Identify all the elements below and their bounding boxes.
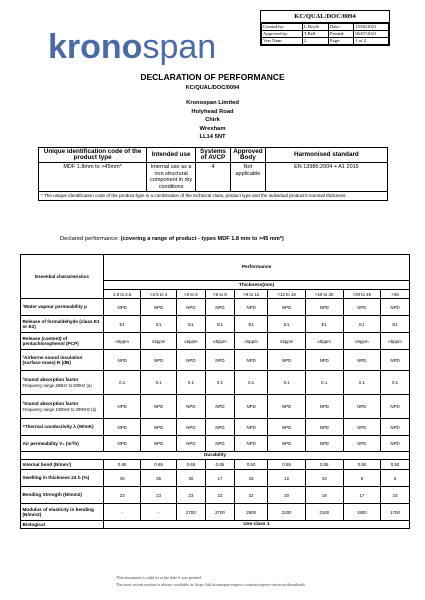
ident-cell: 4 [196, 163, 231, 192]
thickness-range-cell: >45 [381, 290, 410, 299]
performance-value: NPD [234, 419, 267, 436]
durability-value: 1700 [381, 504, 410, 521]
characteristic-row [21, 333, 410, 350]
characteristic-row [21, 436, 410, 452]
durability-label: Internal bond (N/mm²) [21, 460, 104, 470]
thickness-range-cell: >2.5 to 4 [141, 290, 176, 299]
meta-value: 06/07/2021 [354, 31, 389, 38]
performance-value: ≤5ppm [234, 333, 267, 350]
performance-value: ≤5ppm [104, 333, 141, 350]
characteristic-label-sub: Frequency range 250Hz to 500Hz (α) [22, 382, 92, 388]
performance-value: NPD [234, 350, 267, 371]
performance-value: NPD [141, 350, 176, 371]
durability-value: 0.65 [141, 460, 176, 470]
performance-value: NPD [141, 395, 176, 419]
performance-value: NPD [234, 299, 267, 316]
characteristic-label-main: ³Sound absorption factor [22, 401, 79, 407]
durability-label: Swelling in thickness 24 h (%) [21, 470, 104, 487]
performance-value: NPD [268, 419, 306, 436]
thickness-range-cell: >30 to 45 [343, 290, 381, 299]
ident-header: Harmonised standard [265, 148, 387, 163]
performance-value: 0.1 [205, 371, 234, 395]
performance-value: NPD [381, 299, 410, 316]
characteristic-label-sub: Frequency range 1000Hz to 2000Hz (α) [22, 406, 97, 412]
durability-value: 0.65 [176, 460, 205, 470]
characteristic-label-main: ³Sound absorption factor [22, 377, 79, 383]
performance-value: 0.1 [176, 371, 205, 395]
performance-value: ≤5ppm [305, 333, 343, 350]
performance-value: NPD [176, 395, 205, 419]
ident-data-row [39, 163, 388, 192]
ident-footnote-row [39, 192, 388, 201]
validity-note: This document is valid as at the date it was printed. [116, 575, 202, 580]
performance-value: NPD [176, 350, 205, 371]
performance-value: E1 [343, 316, 381, 333]
characteristic-label [21, 299, 104, 316]
thickness-range-cell: >4 to 6 [176, 290, 205, 299]
performance-value: NPD [268, 299, 306, 316]
performance-value: NPD [205, 419, 234, 436]
performance-value: E1 [205, 316, 234, 333]
durability-value: 35 [141, 470, 176, 487]
ident-header: Systems of AVCP [196, 148, 231, 163]
performance-value: E1 [176, 316, 205, 333]
address-line: Holyhead Road [191, 108, 234, 115]
performance-value: 0.1 [234, 371, 267, 395]
durability-value: 23 [205, 487, 234, 504]
ident-header: Intended use [147, 148, 196, 163]
page-title: DECLARATION OF PERFORMANCE [140, 72, 285, 82]
performance-value: NPD [205, 436, 234, 452]
meta-value: 2 [303, 38, 329, 45]
durability-row [21, 460, 410, 470]
performance-value: NPD [176, 419, 205, 436]
durability-label: Bending Strength (N/mm2) [21, 487, 104, 504]
performance-value: ≤5ppm [141, 333, 176, 350]
meta-label: Vers Num: [262, 38, 303, 45]
durability-value: 0.50 [381, 460, 410, 470]
kronospan-logo [48, 28, 258, 64]
characteristic-label [21, 371, 104, 395]
perf-header-row [21, 255, 410, 281]
company-address [0, 99, 425, 142]
logo-light-text: span [142, 28, 217, 66]
performance-value: NPD [305, 436, 343, 452]
performance-value: 0.1 [104, 371, 141, 395]
performance-value: E1 [268, 316, 306, 333]
durability-value: - [141, 504, 176, 521]
characteristic-row [21, 395, 410, 419]
meta-value: T.Bell [303, 31, 329, 38]
performance-value: NPD [343, 299, 381, 316]
performance-value: NPD [381, 395, 410, 419]
performance-value: NPD [104, 419, 141, 436]
durability-value: 30 [176, 470, 205, 487]
meta-value: 15/06/2021 [354, 24, 389, 31]
thickness-range-cell: >12 to 19 [268, 290, 306, 299]
performance-value: NPD [305, 395, 343, 419]
performance-value: NPD [141, 436, 176, 452]
doc-meta-row [262, 24, 389, 31]
address-line: Kronospan Limited [186, 100, 239, 106]
durability-value: 1900 [343, 504, 381, 521]
durability-value: - [104, 504, 141, 521]
performance-value: 0.1 [305, 371, 343, 395]
durability-value: 6 [381, 470, 410, 487]
thickness-range-cell: >9 to 12 [234, 290, 267, 299]
thickness-range-cell: >6 to 9 [205, 290, 234, 299]
durability-value: 2700 [176, 504, 205, 521]
performance-value: NPD [305, 350, 343, 371]
performance-value: NPD [205, 299, 234, 316]
durability-value: 0.65 [205, 460, 234, 470]
performance-value: E1 [234, 316, 267, 333]
durability-value: 22 [234, 487, 267, 504]
durability-value: 20 [268, 487, 306, 504]
performance-value: NPD [176, 436, 205, 452]
durability-value: 0.65 [104, 460, 141, 470]
performance-value: ≤5ppm [205, 333, 234, 350]
performance-value: NPD [104, 395, 141, 419]
durability-value: 2200 [268, 504, 306, 521]
essential-characteristics-header: Essential characteristics [21, 255, 104, 299]
performance-value: NPD [141, 419, 176, 436]
performance-value: NPD [268, 350, 306, 371]
meta-value: L.Boyle [303, 24, 329, 31]
durability-value: 18 [305, 487, 343, 504]
durability-value: 17 [205, 470, 234, 487]
performance-value: NPD [305, 299, 343, 316]
durability-value: 10 [305, 470, 343, 487]
characteristic-label [21, 350, 104, 371]
declared-performance-line [60, 236, 284, 242]
performance-value: 0.1 [343, 371, 381, 395]
characteristic-row [21, 316, 410, 333]
identification-table [38, 147, 388, 201]
document-header [38, 10, 388, 76]
durability-value: 12 [268, 470, 306, 487]
performance-value: NPD [205, 395, 234, 419]
doc-meta-table [261, 23, 389, 45]
durability-value: 23 [104, 487, 141, 504]
performance-table [20, 254, 410, 529]
thickness-range-cell: 1.8 to 2.5 [104, 290, 141, 299]
durability-value: 15 [381, 487, 410, 504]
doc-meta-row [262, 38, 389, 45]
durability-value: 0.55 [268, 460, 306, 470]
durability-label: Modulus of elasticity in bending (N/mm2) [21, 504, 104, 521]
meta-label: Page: [328, 38, 353, 45]
ident-header-row [39, 148, 388, 163]
performance-value: NPD [104, 436, 141, 452]
doc-code: KC/QUAL/DOC/0094 [261, 11, 389, 23]
performance-header: Performance [104, 255, 410, 281]
characteristic-label [21, 419, 104, 436]
performance-value: NPD [381, 436, 410, 452]
biological-row [21, 521, 410, 529]
address-line: Wrexham [199, 125, 226, 132]
performance-value: NPD [234, 395, 267, 419]
durability-value: 17 [343, 487, 381, 504]
performance-value: NPD [141, 299, 176, 316]
meta-label: Date: [328, 24, 353, 31]
ident-cell: MDF 1.8mm to >45mm* [39, 163, 147, 192]
address-line: LL14 5NT [199, 134, 226, 140]
ident-header: Unique identification code of the product type [39, 148, 147, 163]
meta-label: Created by: [262, 24, 303, 31]
meta-label: Approved by: [262, 31, 303, 38]
performance-value: NPD [381, 419, 410, 436]
ident-header: Approved Body [230, 148, 265, 163]
performance-value: NPD [234, 436, 267, 452]
durability-value: 0.60 [234, 460, 267, 470]
characteristic-row [21, 419, 410, 436]
characteristic-row [21, 299, 410, 316]
performance-value: NPD [343, 350, 381, 371]
address-line: Chirk [205, 117, 220, 123]
durability-row [21, 487, 410, 504]
document-control-box [260, 10, 390, 46]
characteristic-label-main: Release of formaldehyde (class E1 or E2) [22, 318, 100, 329]
durability-value: 8 [343, 470, 381, 487]
meta-label: Printed: [328, 31, 353, 38]
durability-value: 2500 [234, 504, 267, 521]
ident-cell: Internal use as a non structural component in dry conditions [147, 163, 196, 192]
meta-value: 1 of 2 [354, 38, 389, 45]
performance-value: ≤5ppm [381, 333, 410, 350]
performance-value: 0.1 [268, 371, 306, 395]
performance-value: ≤5ppm [268, 333, 306, 350]
durability-value: 23 [141, 487, 176, 504]
characteristic-label [21, 395, 104, 419]
biological-label: Biological [21, 521, 104, 529]
durability-value: 23 [176, 487, 205, 504]
declared-range: (covering a range of product - types MDF 1.8 mm to >45 mm*) [120, 236, 284, 242]
characteristic-label [21, 436, 104, 452]
performance-value: NPD [343, 419, 381, 436]
performance-value: NPD [104, 299, 141, 316]
thickness-range-cell: >19 to 30 [305, 290, 343, 299]
durability-header-row [21, 452, 410, 460]
performance-value: 0.1 [381, 371, 410, 395]
durability-value: 0.55 [305, 460, 343, 470]
performance-value: ≤5ppm [176, 333, 205, 350]
characteristic-label-main: ²Airborne sound insulation (surface mass) R (dB) [22, 354, 83, 365]
thickness-header: Thickness(mm) [104, 281, 410, 290]
durability-value: 0.50 [343, 460, 381, 470]
performance-value: NPD [305, 419, 343, 436]
ident-cell: Not applicable [230, 163, 265, 192]
performance-value: NPD [343, 436, 381, 452]
characteristic-label [21, 316, 104, 333]
durability-value: 15 [234, 470, 267, 487]
performance-value: NPD [381, 350, 410, 371]
performance-value: NPD [176, 299, 205, 316]
logo-bold-text: krono [48, 28, 143, 66]
performance-value: E1 [141, 316, 176, 333]
latest-version-note: The most recent version is always available at: https://uk.kronospan-express.com/en/express-services/downloads [116, 582, 305, 587]
durability-value: 2700 [205, 504, 234, 521]
ident-cell: EN 13986:2004 + A1 2015 [265, 163, 387, 192]
performance-value: E1 [381, 316, 410, 333]
characteristic-label-main: ⁴Thermal conductivity λ (W/mK) [22, 424, 94, 430]
performance-value: ≤5ppm [343, 333, 381, 350]
characteristic-row [21, 371, 410, 395]
page-subtitle: KC/QUAL/DOC/0094 [185, 85, 240, 91]
durability-row [21, 470, 410, 487]
durability-value: 45 [104, 470, 141, 487]
characteristic-label-main: ¹Water vapour permeability μ [22, 304, 87, 310]
performance-value: 0.1 [141, 371, 176, 395]
durability-value: 2100 [305, 504, 343, 521]
performance-value: E1 [104, 316, 141, 333]
performance-value: NPD [268, 436, 306, 452]
performance-value: NPD [205, 350, 234, 371]
performance-value: E1 [305, 316, 343, 333]
characteristic-label [21, 333, 104, 350]
durability-row [21, 504, 410, 521]
declared-prefix: Declared performance: [60, 236, 121, 242]
ident-footnote: * The unique identification code of the product-type is a combination of the technical class, product type and the individual product's nominal thickness. [39, 192, 388, 201]
performance-value: NPD [343, 395, 381, 419]
biological-value: Use class 1 [104, 521, 410, 529]
durability-header: Durability [21, 452, 410, 460]
characteristic-label-main: Air permeability V₀ (m³/h) [22, 440, 79, 446]
performance-value: NPD [268, 395, 306, 419]
performance-value: NPD [104, 350, 141, 371]
characteristic-label-main: Release (content) of pentachlorophenol (PCP) [22, 335, 79, 346]
doc-meta-row [262, 31, 389, 38]
characteristic-row [21, 350, 410, 371]
